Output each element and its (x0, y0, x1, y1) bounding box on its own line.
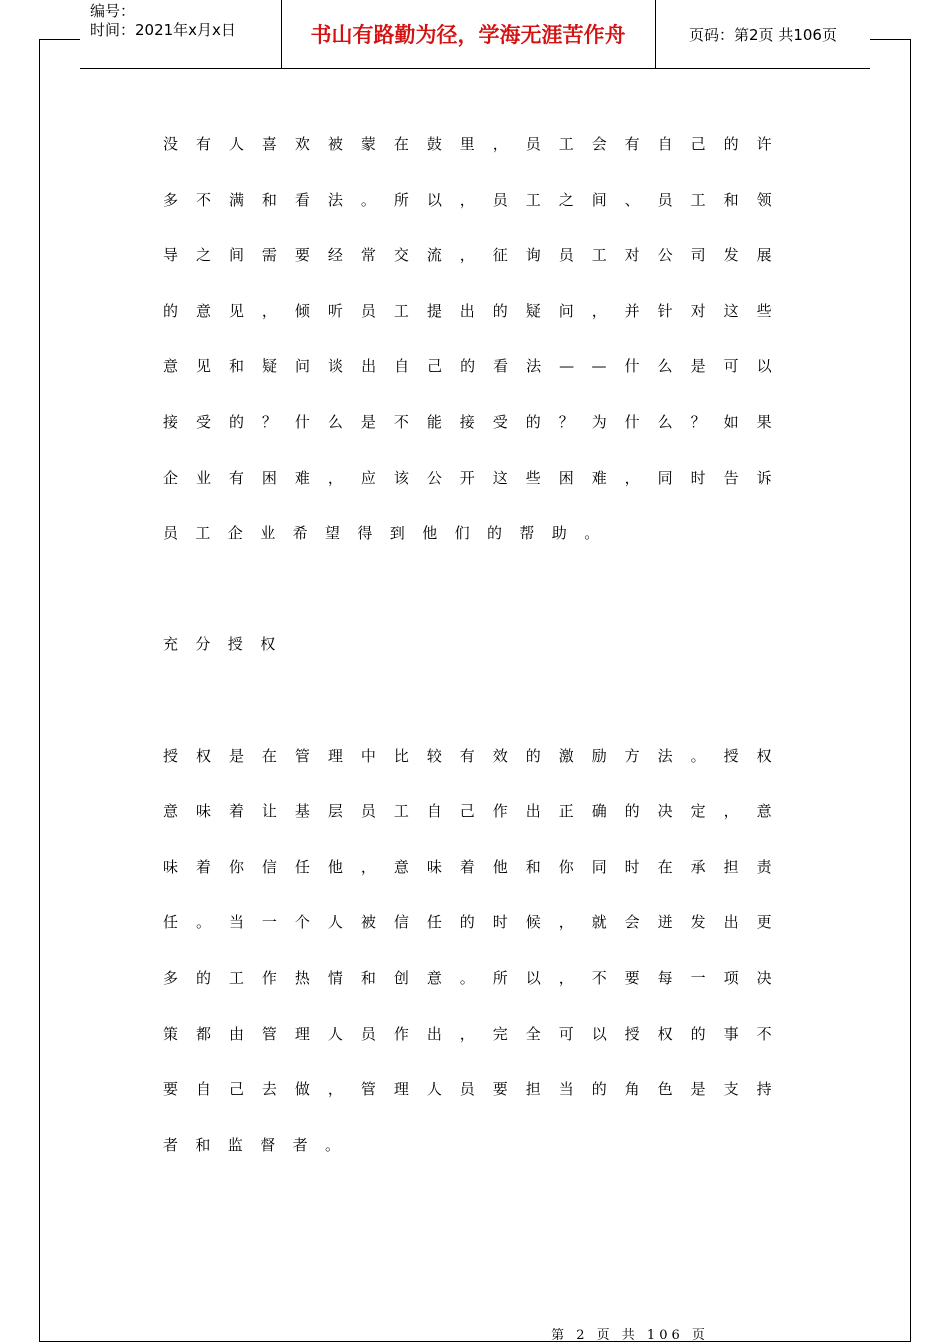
document-body (163, 117, 789, 1173)
paragraph-empowerment: 授权是在管理中比较有效的激励方法。授权意味着让基层员工自己作出正确的决定，意味着你信任他，意味着他和你同时在承担责任。当一个人被信任的时候，就会迸发出更多的工作热情和创意。所以，不要每一项决策都由管理人员作出，完全可以授权的事不要自己去做，管理人员要担当的角色是支持者和监督者。 (163, 746, 789, 1154)
paragraph-communication: 没有人喜欢被蒙在鼓里，员工会有自己的许多不满和看法。所以，员工之间、员工和领导之间需要经常交流，征询员工对公司发展的意见，倾听员工提出的疑问，并针对这些意见和疑问谈出自己的看法——什么是可以接受的？什么是不能接受的？为什么？如果企业有困难，应该公开这些困难，同时告诉员工企业希望得到他们的帮助。 (163, 135, 789, 543)
header-page-info: 页码：第2页 共106页 (689, 25, 837, 44)
date-label: 时间：2021年x月x日 (90, 21, 236, 39)
page-footer: 第 2 页 共 106 页 (551, 1328, 709, 1343)
paragraph-gap (163, 673, 789, 729)
paragraph-gap (163, 562, 789, 618)
section-heading: 充分授权 (163, 635, 293, 654)
header-motto: 书山有路勤为径，学海无涯苦作舟 (310, 22, 626, 47)
page-header (80, 0, 870, 69)
header-meta (90, 2, 280, 40)
serial-label: 编号： (90, 2, 136, 20)
